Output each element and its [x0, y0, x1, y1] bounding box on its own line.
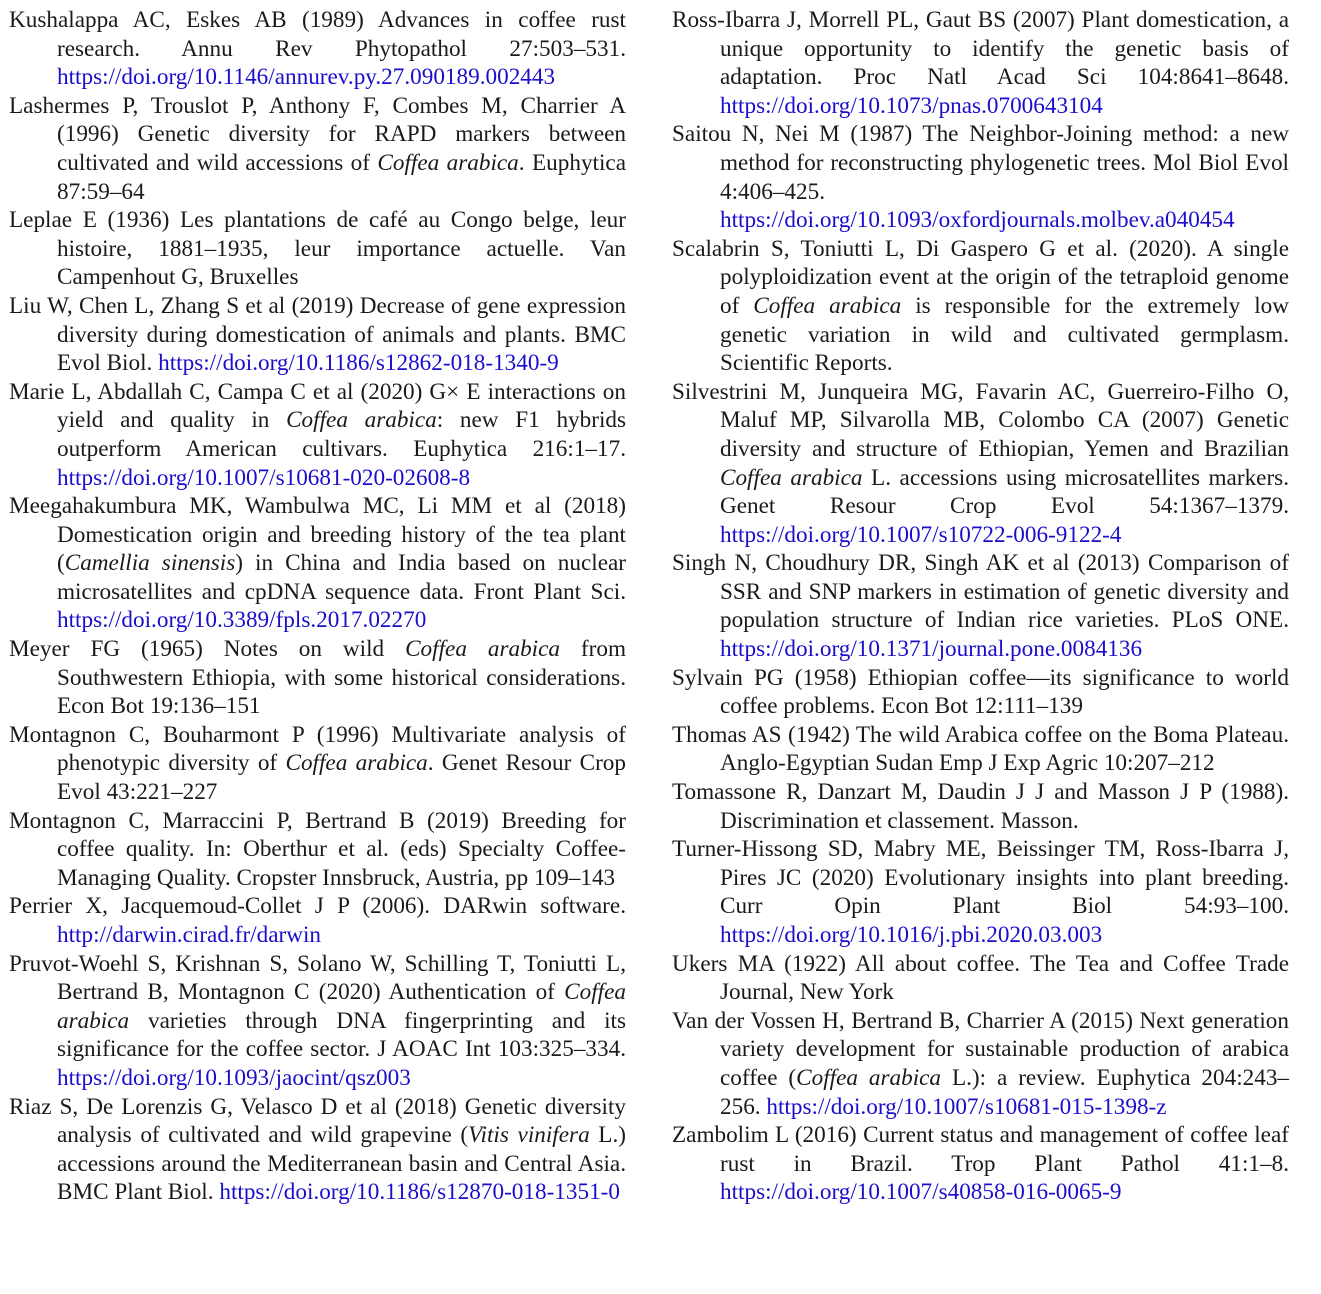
reference-entry [672, 778, 1289, 835]
reference-entry [672, 235, 1289, 378]
reference-text: Liu W, Chen L, Zhang S et al (2019) Decrease of gene expression diversity during domestication of animals and plants. BMC Evol Biol. [9, 292, 626, 377]
reference-entry [672, 378, 1289, 550]
reference-text: Montagnon C, Bouharmont P (1996) Multivariate analysis of phenotypic diversity of [9, 721, 626, 777]
reference-text: Pruvot-Woehl S, Krishnan S, Solano W, Schilling T, Toniutti L, Bertrand B, Montagnon C (2020) Authentication of [9, 950, 626, 1006]
species-name: Coffea arabica [57, 979, 626, 1034]
reference-entry [672, 835, 1289, 949]
reference-entry [672, 664, 1289, 721]
reference-entry [9, 1093, 626, 1207]
reference-entry [672, 950, 1289, 1007]
reference-text: Meyer FG (1965) Notes on wild [9, 636, 406, 663]
reference-entry [672, 6, 1289, 120]
reference-entry [9, 378, 626, 492]
doi-link[interactable]: https://doi.org/10.1007/s10722-006-9122-4 [720, 521, 1122, 548]
doi-link[interactable]: https://doi.org/10.3389/fpls.2017.02270 [57, 607, 427, 634]
species-name: Coffea arabica [285, 750, 428, 777]
doi-link[interactable]: https://doi.org/10.1016/j.pbi.2020.03.003 [720, 922, 1103, 948]
reference-text: Turner-Hissong SD, Mabry ME, Beissinger TM, Ross-Ibarra J, Pires JC (2020) Evolutionary insights into plant breeding. Curr Opin Plant Biol 54:93–100. [672, 836, 1289, 920]
doi-link[interactable]: http://darwin.cirad.fr/darwin [57, 922, 321, 948]
doi-link[interactable]: https://doi.org/10.1007/s40858-016-0065-9 [720, 1179, 1122, 1206]
reference-text: ) in China and India based on nuclear microsatellites and cpDNA sequence data. Front Plant Sci. [57, 550, 626, 605]
reference-text: Leplae E (1936) Les plantations de café au Congo belge, leur histoire, 1881–1935, leur importance actuelle. Van Campenhout G, Bruxelles [9, 207, 626, 291]
reference-entry [9, 492, 626, 635]
doi-link[interactable]: https://doi.org/10.1007/s10681-020-02608-8 [57, 464, 471, 491]
reference-text: L.): a review. Euphytica 204:243–256. [720, 1064, 1290, 1120]
reference-text: Marie L, Abdallah C, Campa C et al (2020) G× E interactions on yield and quality in [9, 378, 626, 434]
species-name: Coffea arabica [286, 407, 437, 434]
reference-text: Scalabrin S, Toniutti L, Di Gaspero G et al. (2020). A single polyploidization event at the origin of the tetraploid genome of [672, 235, 1289, 319]
species-name: Vitis vinifera [468, 1122, 590, 1149]
reference-entry [9, 206, 626, 292]
doi-link[interactable]: https://doi.org/10.1146/annurev.py.27.090189.002443 [57, 64, 556, 91]
reference-text: Meegahakumbura MK, Wambulwa MC, Li MM et al (2018) Domestication origin and breeding history of the tea plant ( [9, 493, 626, 577]
reference-entry [672, 721, 1289, 778]
reference-text: from Southwestern Ethiopia, with some historical considerations. Econ Bot 19:136–151 [57, 636, 627, 720]
reference-text: L. accessions using microsatellites markers. Genet Resour Crop Evol 54:1367–1379. [720, 464, 1289, 520]
doi-link[interactable]: https://doi.org/10.1073/pnas.0700643104 [720, 92, 1103, 119]
reference-entry [9, 292, 626, 378]
species-name: Coffea arabica [377, 149, 519, 176]
reference-text: is responsible for the extremely low genetic variation in wild and cultivated germplasm. Scientific Reports. [720, 292, 1289, 377]
reference-entry [672, 1007, 1289, 1121]
reference-text: Van der Vossen H, Bertrand B, Charrier A (2015) Next generation variety development for sustainable production of arabica coffee ( [672, 1007, 1289, 1091]
reference-text: Silvestrini M, Junqueira MG, Favarin AC, Guerreiro-Filho O, Maluf MP, Silvarolla MB, Colombo CA (2007) Genetic diversity and structure of Ethiopian, Yemen and Brazilian [672, 378, 1289, 462]
reference-text: Kushalappa AC, Eskes AB (1989) Advances in coffee rust research. Annu Rev Phytopathol 27:503–531. [9, 7, 626, 62]
reference-text: . Genet Resour Crop Evol 43:221–227 [57, 750, 626, 806]
reference-text: Thomas AS (1942) The wild Arabica coffee on the Boma Plateau. Anglo-Egyptian Sudan Emp J Exp Agric 10:207–212 [672, 721, 1289, 777]
reference-text: Ukers MA (1922) All about coffee. The Tea and Coffee Trade Journal, New York [672, 950, 1289, 1006]
species-name: Coffea arabica [796, 1064, 942, 1091]
reference-entry [9, 721, 626, 807]
reference-text: Tomassone R, Danzart M, Daudin J J and Masson J P (1988). Discrimination et classement. Masson. [672, 779, 1289, 834]
reference-text: Riaz S, De Lorenzis G, Velasco D et al (2018) Genetic diversity analysis of cultivated and wild grapevine ( [9, 1093, 626, 1149]
doi-link[interactable]: https://doi.org/10.1371/journal.pone.0084136 [720, 636, 1143, 663]
reference-text: : new F1 hybrids outperform American cultivars. Euphytica 216:1–17. [57, 407, 626, 462]
species-name: Camellia sinensis [64, 550, 236, 577]
doi-link[interactable]: https://doi.org/10.1186/s12870-018-1351-0 [219, 1179, 620, 1206]
reference-entry [9, 950, 626, 1093]
species-name: Coffea arabica [720, 464, 863, 491]
reference-text: Perrier X, Jacquemoud-Collet J P (2006). DARwin software. [9, 893, 626, 920]
reference-entry [9, 807, 626, 893]
reference-entry [672, 549, 1289, 663]
reference-entry [672, 120, 1289, 234]
reference-entry [9, 92, 626, 206]
reference-entry [9, 892, 626, 949]
species-name: Coffea arabica [753, 292, 902, 319]
reference-text: . Euphytica 87:59–64 [57, 149, 627, 205]
reference-entry [9, 6, 626, 92]
doi-link[interactable]: https://doi.org/10.1093/jaocint/qsz003 [57, 1064, 411, 1091]
reference-entry [672, 1121, 1289, 1207]
reference-text: Singh N, Choudhury DR, Singh AK et al (2013) Comparison of SSR and SNP markers in estimation of genetic diversity and population structure of Indian rice varieties. PLoS ONE. [672, 550, 1289, 634]
reference-text: Saitou N, Nei M (1987) The Neighbor-Joining method: a new method for reconstructing phylogenetic trees. Mol Biol Evol 4:406–425. [672, 121, 1289, 205]
reference-text: L.) accessions around the Mediterranean basin and Central Asia. BMC Plant Biol. [57, 1122, 626, 1206]
reference-text: Sylvain PG (1958) Ethiopian coffee—its significance to world coffee problems. Econ Bot 12:111–139 [672, 664, 1289, 720]
reference-text: varieties through DNA fingerprinting and its significance for the coffee sector. J AOAC Int 103:325–334. [57, 1007, 626, 1063]
doi-link[interactable]: https://doi.org/10.1093/oxfordjournals.molbev.a040454 [720, 207, 1235, 234]
reference-text: Lashermes P, Trouslot P, Anthony F, Combes M, Charrier A (1996) Genetic diversity for RAPD markers between cultivated and wild accessions of [9, 92, 626, 176]
doi-link[interactable]: https://doi.org/10.1186/s12862-018-1340-9 [158, 350, 559, 377]
doi-link[interactable]: https://doi.org/10.1007/s10681-015-1398-z [766, 1093, 1167, 1120]
species-name: Coffea arabica [405, 636, 560, 663]
reference-text: Montagnon C, Marraccini P, Bertrand B (2019) Breeding for coffee quality. In: Oberthur et al. (eds) Specialty Coffee-Managing Quality. Cropster Innsbruck, Austria, pp 109–143 [9, 807, 626, 891]
reference-text: Ross-Ibarra J, Morrell PL, Gaut BS (2007) Plant domestication, a unique opportunity to identify the genetic basis of adaptation. Proc Natl Acad Sci 104:8641–8648. [672, 7, 1289, 91]
reference-column-left [9, 6, 626, 1207]
reference-column-right [672, 6, 1289, 1207]
reference-entry [9, 635, 626, 721]
reference-text: Zambolim L (2016) Current status and management of coffee leaf rust in Brazil. Trop Plant Pathol 41:1–8. [672, 1122, 1289, 1177]
